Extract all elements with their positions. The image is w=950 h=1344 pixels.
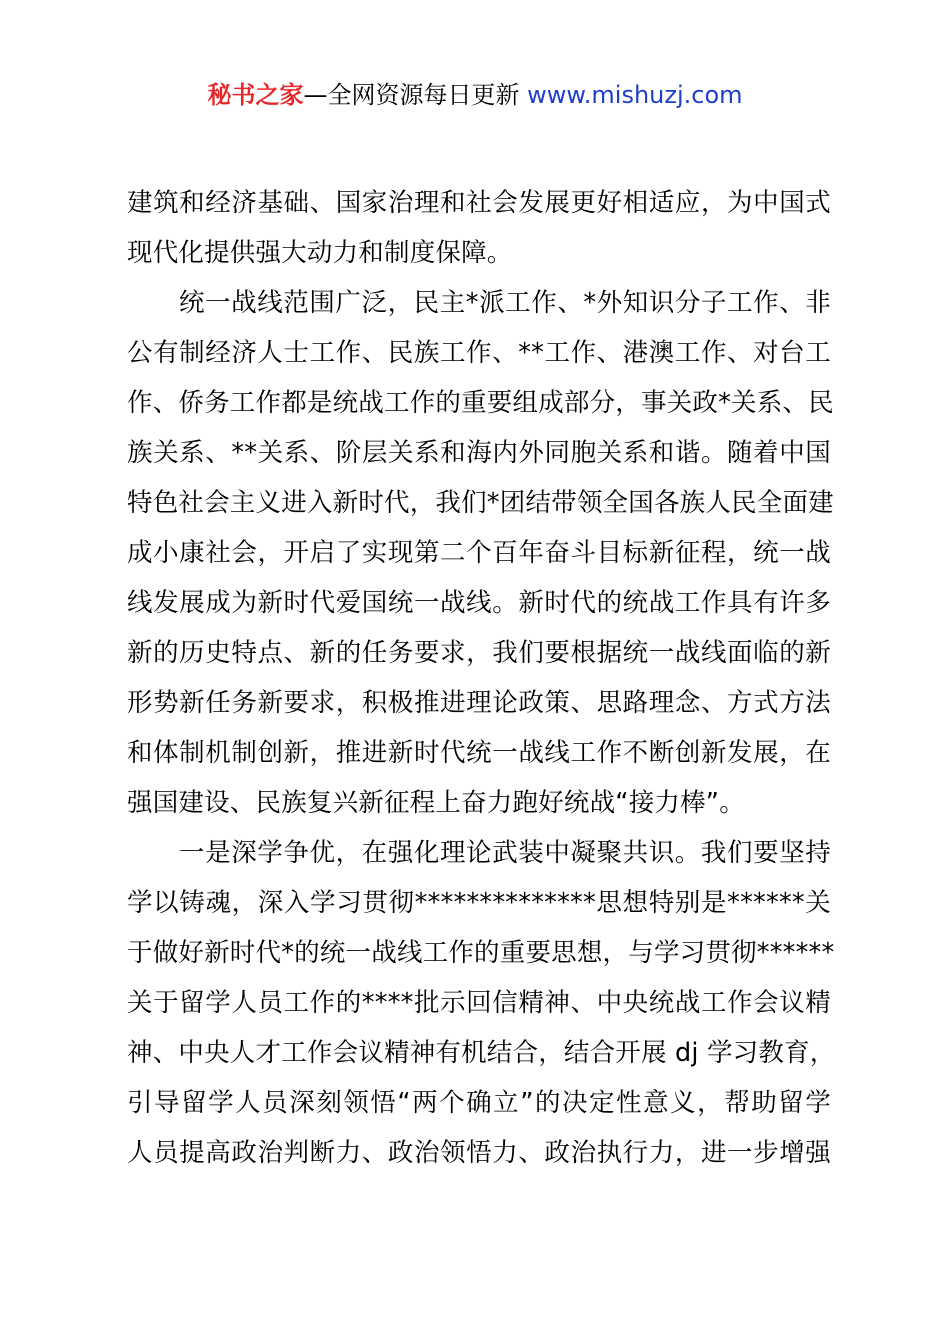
paragraph-1	[127, 178, 831, 278]
text-line: 族关系、**关系、阶层关系和海内外同胞关系和谐。随着中国	[127, 438, 831, 468]
text-line: 特色社会主义进入新时代，我们*团结带领全国各族人民全面建	[127, 488, 834, 518]
text-line: 关于留学人员工作的****批示回信精神、中央统战工作会议精	[127, 988, 831, 1018]
text-line: 形势新任务新要求，积极推进理论政策、思路理念、方式方法	[127, 688, 831, 718]
text-line: 一是深学争优，在强化理论武装中凝聚共识。我们要坚持	[179, 838, 831, 868]
paragraph-3	[127, 828, 836, 1178]
text-line: 新的历史特点、新的任务要求，我们要根据统一战线面临的新	[127, 638, 831, 668]
site-brand: 秘书之家	[207, 81, 304, 109]
text-line: 现代化提供强大动力和制度保障。	[127, 238, 513, 268]
text-line: 神、中央人才工作会议精神有机结合，结合开展 dj 学习教育，	[127, 1038, 836, 1068]
text-line: 于做好新时代*的统一战线工作的重要思想，与学习贯彻******	[127, 938, 835, 968]
site-url-link[interactable]: www.mishuzj.com	[527, 81, 743, 109]
text-line: 建筑和经济基础、国家治理和社会发展更好相适应，为中国式	[127, 188, 831, 218]
text-line: 强国建设、民族复兴新征程上奋力跑好统战“接力棒”。	[127, 788, 745, 818]
text-line: 统一战线范围广泛，民主*派工作、*外知识分子工作、非	[179, 288, 831, 318]
document-body	[127, 178, 836, 1178]
text-line: 线发展成为新时代爱国统一战线。新时代的统战工作具有许多	[127, 588, 831, 618]
text-line: 学以铸魂，深入学习贯彻**************思想特别是******关	[127, 888, 831, 918]
text-line: 成小康社会，开启了实现第二个百年奋斗目标新征程，统一战	[127, 538, 831, 568]
paragraph-2	[127, 278, 834, 828]
text-line: 引导留学人员深刻领悟“两个确立”的决定性意义，帮助留学	[127, 1088, 831, 1118]
site-slogan: —全网资源每日更新	[303, 81, 520, 109]
text-line: 人员提高政治判断力、政治领悟力、政治执行力，进一步增强	[127, 1138, 831, 1168]
text-line: 作、侨务工作都是统战工作的重要组成部分，事关政*关系、民	[127, 388, 834, 418]
text-line: 公有制经济人士工作、民族工作、**工作、港澳工作、对台工	[127, 338, 831, 368]
site-header	[0, 78, 950, 112]
text-line: 和体制机制创新，推进新时代统一战线工作不断创新发展，在	[127, 738, 831, 768]
